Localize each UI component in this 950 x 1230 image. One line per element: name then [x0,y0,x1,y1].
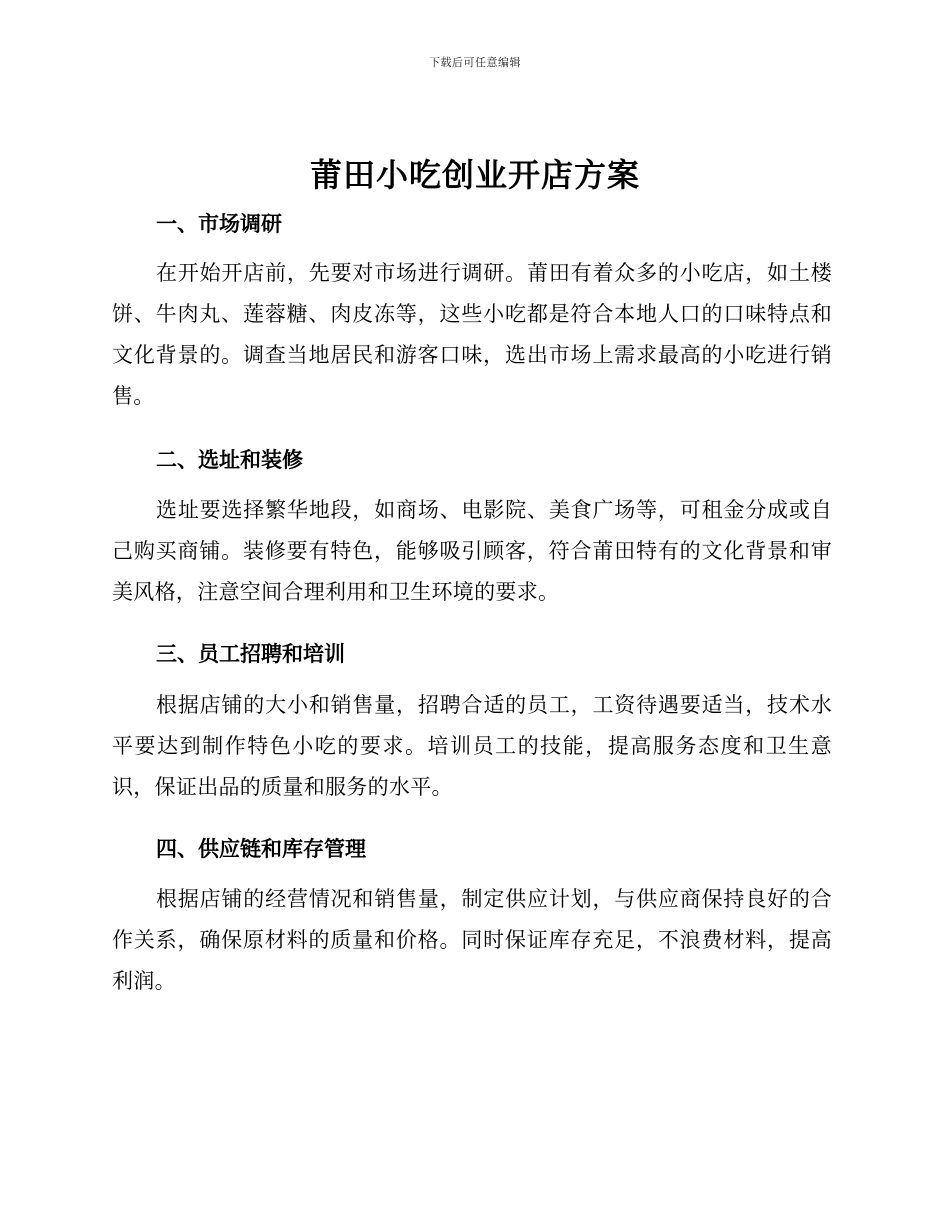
section-body-supply-chain: 根据店铺的经营情况和销售量，制定供应计划，与供应商保持良好的合作关系，确保原材料的质量和价格。同时保证库存充足，不浪费材料，提高利润。 [112,887,832,993]
section-body-staff-recruitment: 根据店铺的大小和销售量，招聘合适的员工，工资待遇要适当，技术水平要达到制作特色小吃的要求。培训员工的技能，提高服务态度和卫生意识，保证出品的质量和服务的水平。 [112,693,832,799]
section-heading-staff-recruitment: 三、员工招聘和培训 [156,642,345,666]
header-note: 下载后可任意编辑 [429,56,521,69]
section-heading-market-research: 一、市场调研 [156,212,282,236]
document-title: 莆田小吃创业开店方案 [309,156,640,194]
section-body-market-research: 在开始开店前，先要对市场进行调研。莆田有着众多的小吃店，如土楼饼、牛肉丸、莲蓉糖、肉皮冻等，这些小吃都是符合本地人口的口味特点和文化背景的。调查当地居民和游客口味，选出市场上需求最高的小吃进行销售。 [112,261,832,408]
section-body-location-decoration: 选址要选择繁华地段，如商场、电影院、美食广场等，可租金分成或自己购买商铺。装修要有特色，能够吸引顾客，符合莆田特有的文化背景和审美风格，注意空间合理利用和卫生环境的要求。 [112,498,832,604]
section-heading-supply-chain: 四、供应链和库存管理 [156,837,366,861]
section-heading-location-decoration: 二、选址和装修 [156,448,303,472]
